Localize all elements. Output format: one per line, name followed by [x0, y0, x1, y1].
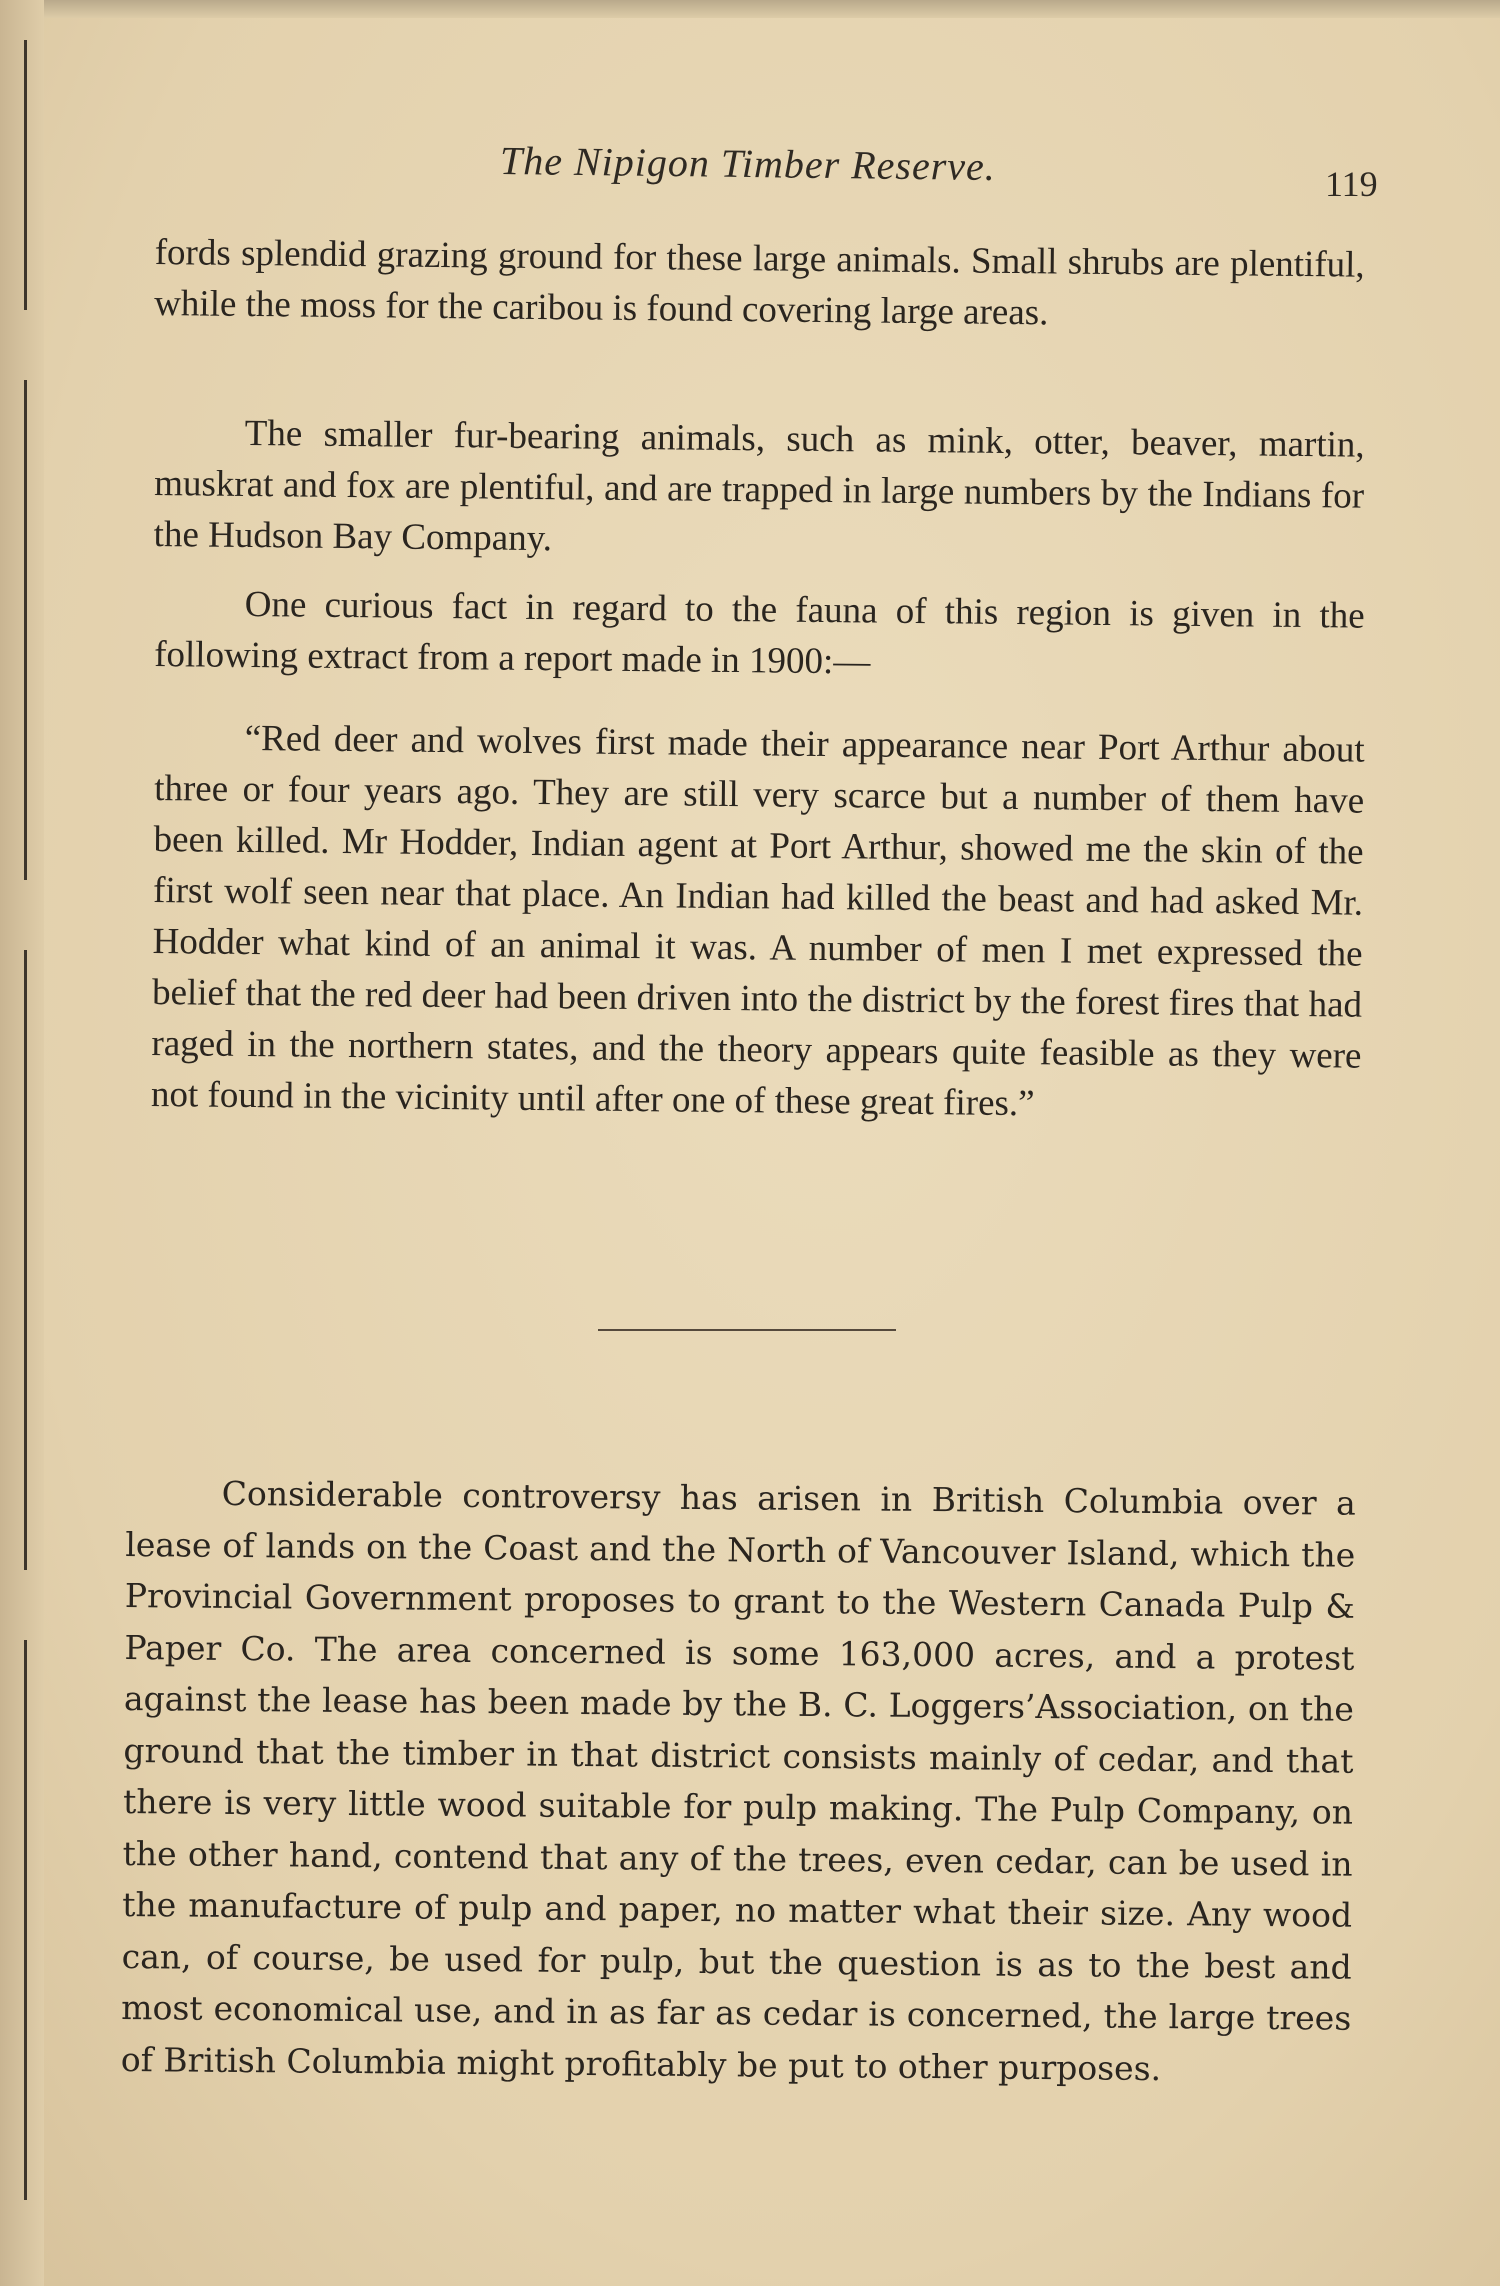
- page-number: 119: [1325, 164, 1378, 204]
- paragraph-text: fords splendid grazing ground for these large animals. Small shrubs are plentiful, while the moss for the caribou is found covering large areas.: [153, 231, 1365, 334]
- paragraph-text: Considerable controversy has arisen in British Columbia over a lease of lands on the Coast and the North of Vancouver Island, which the Provincial Government proposes to grant to the Western Canada Pulp & Paper Co. The area concerned is some 163,000 acres, and a protest against the lease has been made by the B. C. Loggers’Association, on the ground that the timber in that district consists mainly of cedar, and that there is very little wood suitable for pulp making. The Pulp Company, on the other hand, contend that any of the trees, even cedar, can be used in the manufacture of pulp and paper, no matter what their size. Any wood can, of course, be used for pulp, but the question is as to the best and most economical use, and in as far as cedar is concerned, the large trees of British Columbia might profitably be put to other purposes.: [120, 1473, 1356, 2088]
- binding-stitch: [24, 40, 27, 310]
- quoted-report: [151, 712, 1365, 1133]
- page-binding: [0, 0, 44, 2286]
- paragraph-curious-fact: [154, 578, 1365, 693]
- paragraph-text: The smaller fur-bearing animals, such as mink, otter, beaver, martin, muskrat and fox are plentiful, and are trapped in large numbers by the Indians for the Hudson Bay Company.: [153, 412, 1365, 560]
- binding-stitch: [24, 950, 27, 1570]
- page-top-edge: [0, 0, 1500, 18]
- section-divider: [598, 1329, 896, 1331]
- paragraph-text: “Red deer and wolves first made their appearance near Port Arthur about three or four years ago. They are still very scarce but a number of them have been killed. Mr Hodder, Indian agent at Port Arthur, showed me the skin of the first wolf seen near that place. An Indian had killed the beast and had asked Mr. Hodder what kind of an animal it was. A number of men I met expressed the belief that the red deer had been driven into the district by the forest fires that had raged in the northern states, and the theory appears quite feasible as they were not found in the vicinity until after one of these great fires.”: [150, 717, 1365, 1125]
- running-head: The Nipigon Timber Reserve.: [499, 137, 997, 190]
- binding-stitch: [24, 1640, 27, 2200]
- paragraph-continuation: [154, 227, 1365, 342]
- paragraph-text: One curious fact in regard to the fauna of this region is given in the following extract from a report made in 1900:—: [153, 583, 1365, 683]
- paragraph-fur-animals: [153, 407, 1365, 573]
- paragraph-british-columbia: [121, 1467, 1356, 2096]
- binding-stitch: [24, 380, 27, 880]
